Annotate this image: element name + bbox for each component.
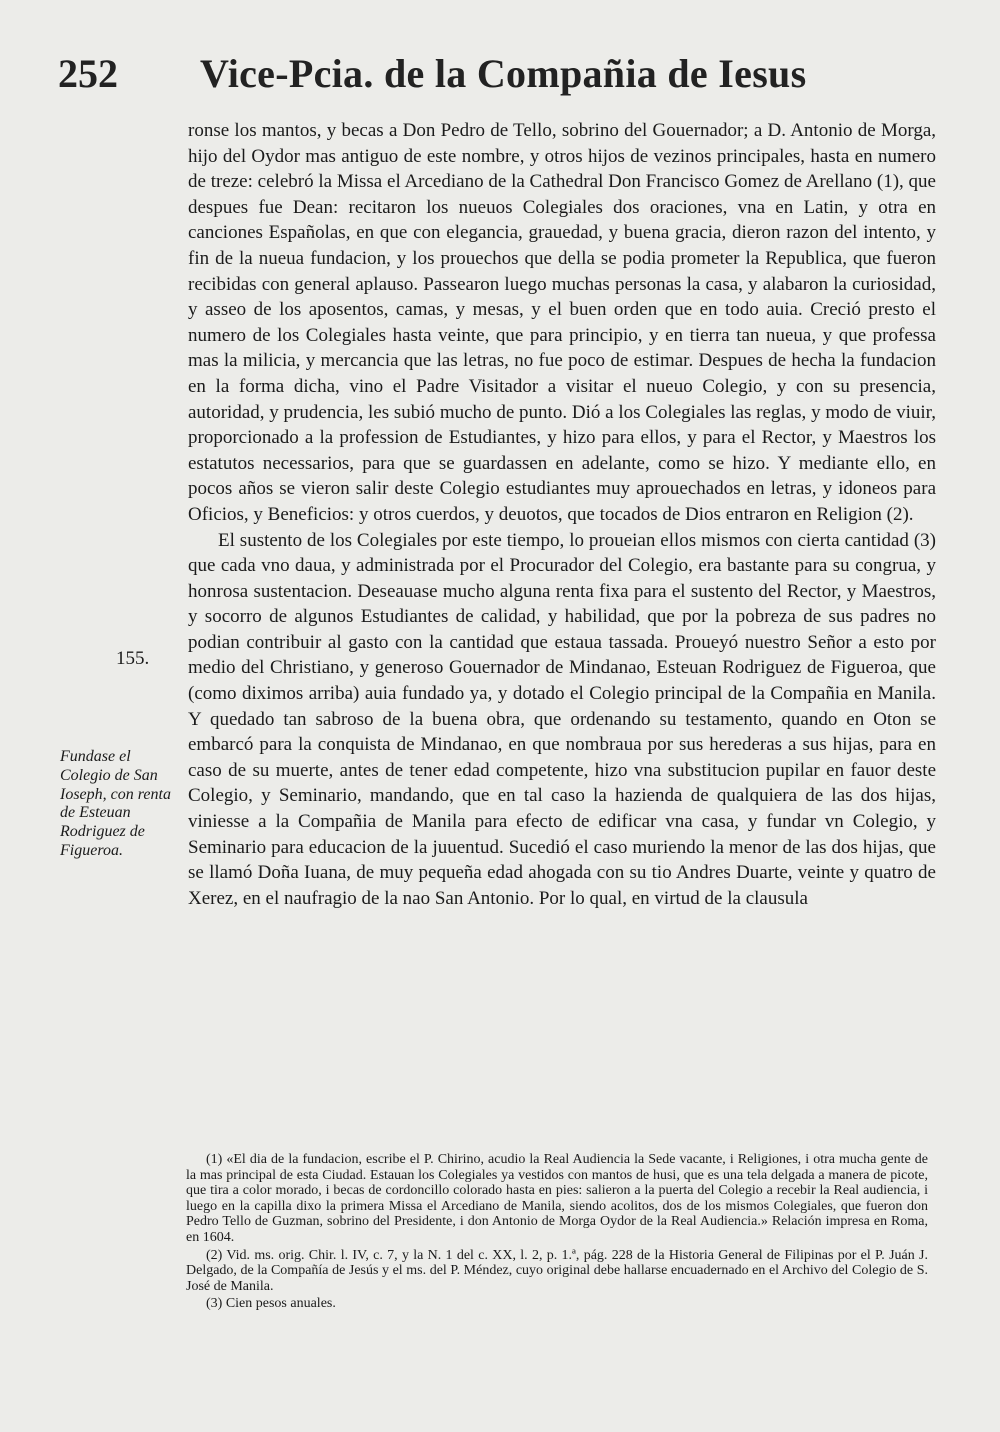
page-number: 252 [58, 51, 118, 96]
marginal-note: Fundase el Colegio de San Ioseph, con renta de Esteuan Rodriguez de Figueroa. [60, 748, 171, 859]
main-text [188, 118, 936, 911]
footnote-3: (3) Cien pesos anuales. [206, 1296, 336, 1312]
paragraph-number: 155. [116, 648, 150, 669]
paragraph-155: El sustento de los Colegiales por este tiempo, lo proueian ellos mismos con cierta cantidad (3) que cada vno daua, y administrada por el Procurador del Colegio, era bastante para su congrua, y honrosa sustentacion. Deseauase mucho alguna renta fixa para el sustento del Rector, y Maestros, y socorro de algunos Estudiantes de calidad, y habilidad, que por la pobreza de sus padres no podian contribuir al gasto con la cantidad que estaua tassada. Proueyó nuestro Señor a esto por medio del Christiano, y generoso Gouernador de Mindanao, Esteuan Rodriguez de Figueroa, que (como diximos arriba) auia fundado ya, y dotado el Colegio principal de la Compañia en Manila. Y quedado tan sabroso de la buena obra, que ordenando su testamento, quando en Oton se embarcó para la conquista de Mindanao, en que nombraua por sus herederas a sus hijas, para en caso de su muerte, antes de tener edad competente, hizo vna substitucion pupilar en fauor deste Colegio, y Seminario, mandando, que en tal caso la hazienda de qualquiera de las dos hijas, viniesse a la Compañia de Manila para efecto de edificar vna casa, y fundar vn Colegio, y Seminario para educacion de la juuentud. Sucedió el caso muriendo la menor de las dos hijas, que se llamó Doña Iuana, de muy pequeña edad ahogada con su tio Andres Duarte, veinte y quatro de Xerez, en el naufragio de la nao San Antonio. Por lo qual, en virtud de la clausula [188, 529, 936, 909]
footnote-1: (1) «El dia de la fundacion, escribe el P. Chirino, acudio la Real Audiencia la Sede vacante, i Religiones, i otra mucha gente de la mas principal de esta Ciudad. Estauan los Colegiales ya vestidos con mantos de husi, que es una tela delgada a manera de picote, que tira a color morado, i becas de cordoncillo colorado hasta en pies: salieron a la puerta del Colegio a recebir la Real audiencia, i luego en la capilla dixo la primera Missa el Arcediano de Manila, siendo acolitos, dos de los mismos Colegiales, que fueron don Pedro Tello de Guzman, sobrino del Presidente, i don Antonio de Morga Oydor de la Real Audiencia.» Relación impresa en Roma, en 1604. [186, 1152, 928, 1245]
paragraph-154-continuation: ronse los mantos, y becas a Don Pedro de Tello, sobrino del Gouernador; a D. Antonio de Morga, hijo del Oydor mas antiguo de este nombre, y otros hijos de vezinos principales, hasta en numero de treze: celebró la Missa el Arcediano de la Cathedral Don Francisco Gomez de Arellano (1), que despues fue Dean: recitaron los nueuos Colegiales dos oraciones, vna en Latin, y otra en canciones Españolas, en que con elegancia, grauedad, y buena gracia, dieron razon del intento, y fin de la nueua fundacion, y los prouechos que della se podia prometer la Republica, que fueron recibidas con general aplauso. Passearon luego muchas personas la casa, y alabaron la curiosidad, y asseo de los aposentos, camas, y mesas, y el buen orden que en todo auia. Creció presto el numero de los Colegiales hasta veinte, que para principio, y en tierra tan nueua, y que professa mas la milicia, y mercancia que las letras, no fue poco de estimar. Despues de hecha la fundacion en la forma dicha, vino el Padre Visitador a visitar el nueuo Colegio, y con su presencia, autoridad, y prudencia, les subió mucho de punto. Dió a los Colegiales las reglas, y modo de viuir, proporcionado a la profession de Estudiantes, y hizo para ellos, y para el Rector, y Maestros los estatutos necessarios, para que se guardassen en adelante, como se hizo. Y mediante ello, en pocos años se vieron salir deste Colegio estudiantes muy aprouechados en letras, y idoneos para Oficios, y Beneficios: y otros cuerdos, y deuotos, que tocados de Dios entraron en Religion (2). [188, 120, 936, 525]
footnote-2: (2) Vid. ms. orig. Chir. l. IV, c. 7, y la N. 1 del c. XX, l. 2, p. 1.ª, pág. 228 de la Historia General de Filipinas por el P. Juán J. Delgado, de la Compañía de Jesús y el ms. del P. Méndez, cuyo original debe hallarse encuadernado en el Archivo del Colegio de S. José de Manila. [186, 1247, 928, 1294]
footnotes [186, 1152, 928, 1314]
running-title: Vice-Pcia. de la Compañia de Iesus [200, 51, 807, 96]
